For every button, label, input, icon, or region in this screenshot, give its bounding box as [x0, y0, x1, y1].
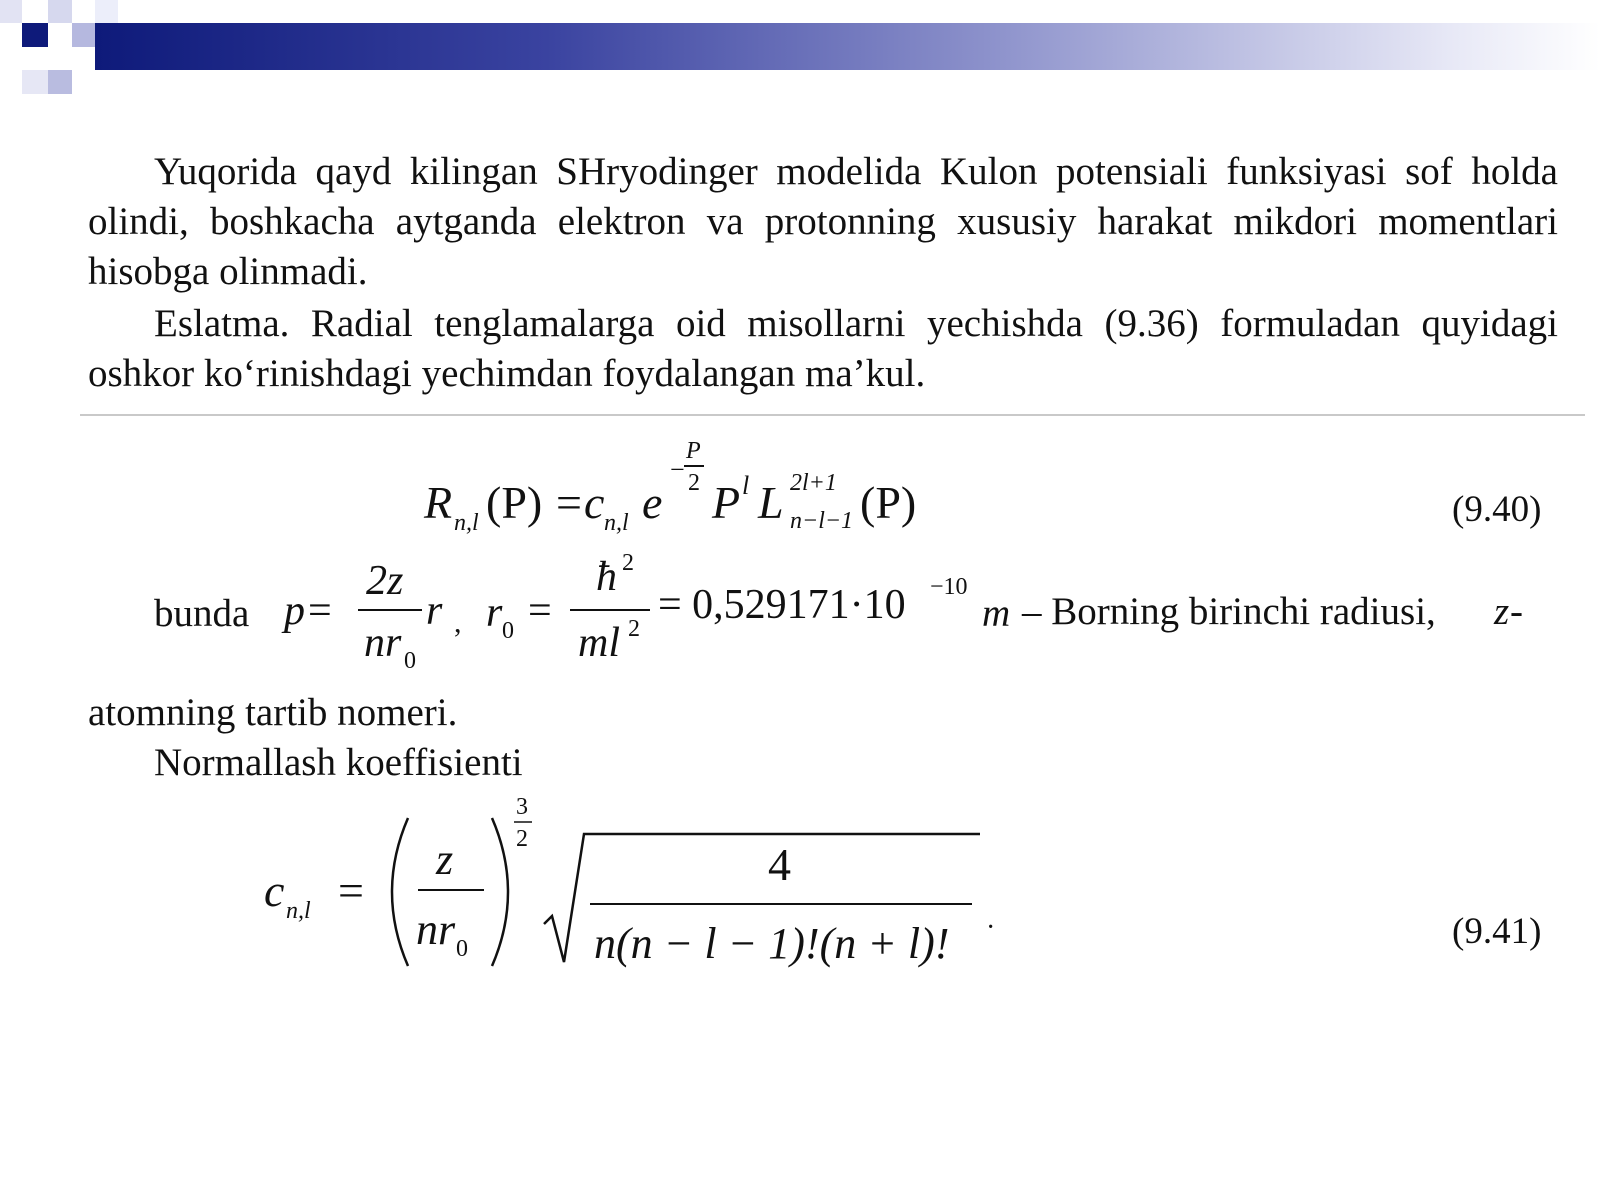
formula-coef-sub: n,l [604, 510, 629, 536]
c-lhs: c [264, 865, 285, 916]
decor-square-light [95, 0, 118, 23]
header-gradient-bar [95, 23, 1600, 70]
formula-lhs-sub: n,l [454, 510, 479, 536]
z-symbol: z [1494, 590, 1510, 633]
formula-exp-den: 2 [688, 470, 700, 496]
c-lhs-sub: n,l [286, 898, 311, 924]
frac-den: nr [416, 905, 456, 954]
comma: , [454, 606, 462, 639]
formula-9-41 [260, 796, 1020, 996]
formula-laguerre-sub: n−l−1 [790, 508, 854, 534]
frac2-num-exp: 2 [622, 550, 634, 576]
line-atom: atomning tartib nomeri. [88, 691, 458, 734]
p-lhs: p [284, 588, 305, 634]
sqrt-num: 4 [768, 839, 791, 890]
decor-square-mid [72, 23, 95, 47]
decor-square-light [48, 0, 72, 23]
paragraph-intro: Yuqorida qayd kilingan SHryodinger modelida Kulon potensiali funksiyasi sof holda olindi, boshkacha aytganda elektron va protonning xususiy harakat mikdori momentlari hisobga olinmadi. [88, 150, 1558, 293]
right-paren [492, 818, 508, 966]
formula-laguerre-arg: (P) [860, 477, 917, 528]
separator-line [80, 414, 1585, 416]
bunda-word: bunda [154, 592, 250, 635]
formula-lhs-arg: (P) [486, 477, 543, 528]
borning-text: – Borning birinchi radiusi, [1022, 590, 1436, 633]
formula-laguerre: L [758, 477, 784, 528]
end-dot: · [986, 912, 996, 943]
frac-den-sub: 0 [456, 936, 468, 962]
equation-number-9-41: (9.41) [1452, 911, 1542, 952]
frac2-den-exp: 2 [628, 616, 640, 642]
equation-number-9-40: (9.40) [1452, 489, 1542, 530]
r-symbol: r [426, 588, 443, 634]
formula-exp-num: P [686, 438, 701, 464]
r0-equals: = [528, 588, 552, 634]
frac1-num: 2z [366, 558, 404, 604]
power-num: 3 [516, 796, 528, 820]
frac1-den: nr [364, 620, 402, 666]
paragraph-note: Eslatma. Radial tenglamalarga oid misollarni yechishda (9.36) formuladan quyidagi oshkor koʻrinishdagi yechimdan foydalangan maʼkul. [88, 302, 1558, 395]
sqrt-den: n(n − l − 1)!(n + l)! [594, 919, 950, 968]
formula-p-base: P [712, 477, 741, 528]
formula-equals: = [556, 477, 582, 528]
formula-exp-base: e [642, 477, 663, 528]
bunda-formula-line [150, 548, 1570, 678]
bohr-value: = 0,529171·10 [658, 582, 906, 628]
r0-base: r [486, 590, 503, 636]
p-equals: = [308, 588, 332, 634]
frac1-den-sub: 0 [404, 648, 416, 674]
formula-exp-sign: − [670, 455, 685, 484]
formula-laguerre-sup: 2l+1 [790, 470, 837, 496]
formula-coef: c [584, 477, 605, 528]
formula-9-40 [420, 428, 980, 548]
decor-square-dark [22, 23, 48, 47]
decor-square-light [22, 70, 48, 94]
decor-square-light [0, 0, 22, 23]
decor-square-light [48, 70, 72, 94]
z-dash: - [1510, 590, 1523, 633]
r0-sub: 0 [502, 618, 514, 644]
bohr-value-exp: −10 [930, 574, 968, 600]
line-normalization: Normallash koeffisienti [154, 741, 523, 784]
frac2-num: ħ [596, 554, 617, 600]
left-paren [392, 818, 408, 966]
frac-num-z: z [436, 835, 454, 884]
frac2-den: ml [578, 620, 620, 666]
formula-lhs-R: R [424, 477, 453, 528]
unit-m: m [982, 592, 1011, 635]
power-den: 2 [516, 826, 528, 852]
c-equals: = [338, 865, 364, 916]
formula-p-exp: l [742, 471, 750, 500]
